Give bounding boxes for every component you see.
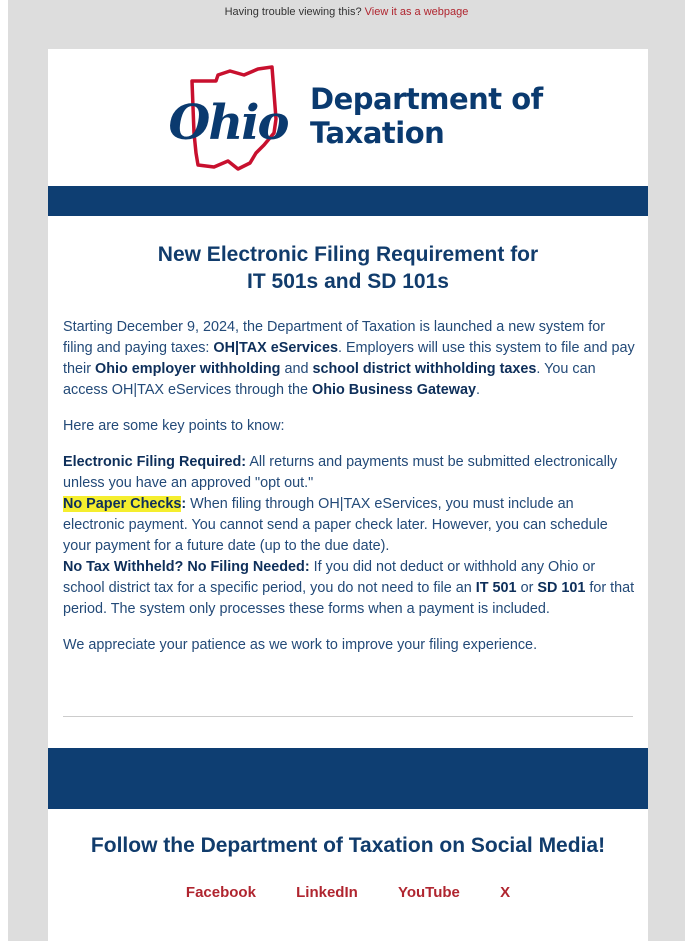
- page-title: [48, 241, 648, 295]
- x-link[interactable]: X: [500, 884, 511, 901]
- text-run: Starting December 9, 2024, the Department of Taxation is launched a new system for filing and paying taxes:: [63, 319, 606, 356]
- bold-run: Ohio Business Gateway: [312, 382, 476, 398]
- bold-run: OH|TAX eServices: [213, 340, 338, 356]
- bold-run: Ohio employer withholding: [95, 361, 281, 377]
- footer-bar: [48, 748, 648, 809]
- text-run: If you did not deduct or withhold any Ohio or school district tax for a specific period, you do not need to file an: [63, 559, 596, 596]
- ohio-logo-icon: [158, 63, 298, 173]
- point-1-label: Electronic Filing Required:: [63, 454, 247, 470]
- title-line-2: IT 501s and SD 101s: [247, 270, 449, 293]
- header: [48, 49, 648, 186]
- point-2-label: No Paper Checks: [63, 496, 182, 512]
- text-run: . You can access OH|TAX eServices through the: [63, 361, 596, 398]
- email-background: [8, 0, 685, 941]
- dept-line-1: Department of: [310, 82, 543, 116]
- youtube-link[interactable]: YouTube: [397, 884, 460, 901]
- bold-run: IT 501: [475, 580, 517, 596]
- social-title: Follow the Department of Taxation on Social Media!: [90, 834, 606, 857]
- closing-paragraph: We appreciate your patience as we work to improve your filing experience.: [63, 637, 538, 653]
- facebook-link[interactable]: Facebook: [185, 884, 256, 901]
- key-points: [63, 452, 635, 620]
- point-1-text: All returns and payments must be submitted electronically unless you have an approved "opt out.": [63, 454, 618, 491]
- text-run: and: [280, 361, 313, 377]
- text-run: .: [475, 382, 480, 398]
- point-2-colon: :: [181, 496, 187, 512]
- bold-run: SD 101: [537, 580, 586, 596]
- keypoints-intro: Here are some key points to know:: [63, 418, 285, 434]
- linkedin-link[interactable]: LinkedIn: [296, 884, 358, 901]
- title-line-1: New Electronic Filing Requirement for: [157, 243, 539, 266]
- ohio-wordmark: Ohio: [168, 95, 288, 151]
- text-run: for that period. The system only processes these forms when a payment is included.: [63, 580, 635, 617]
- text-run: . Employers will use this system to file and pay their: [63, 340, 635, 377]
- text-run: or: [516, 580, 538, 596]
- view-online-notice: [8, 6, 685, 18]
- bold-run: school district withholding taxes: [312, 361, 537, 377]
- email-card: [48, 49, 648, 941]
- point-2-text: When filing through OH|TAX eServices, you must include an electronic payment. You cannot send a paper check later. However, you can schedule your payment for a future date (up to the due date).: [63, 496, 608, 554]
- dept-line-2: Taxation: [310, 116, 445, 150]
- point-3-label: No Tax Withheld? No Filing Needed:: [63, 559, 310, 575]
- department-name: [310, 82, 610, 150]
- divider: [63, 716, 633, 717]
- email-body: [63, 317, 635, 671]
- intro-paragraph: [63, 317, 635, 401]
- header-bar: [48, 186, 648, 216]
- notice-text: Having trouble viewing this?: [224, 6, 362, 18]
- social-links: [48, 884, 648, 901]
- view-webpage-link[interactable]: View it as a webpage: [364, 6, 469, 18]
